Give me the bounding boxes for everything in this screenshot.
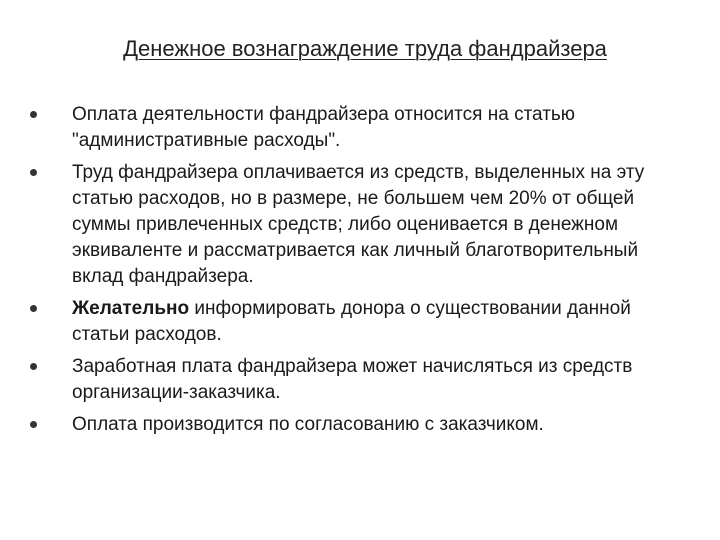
- bullet-dot-icon: [30, 421, 37, 428]
- bullet-text: информировать донора о существовании данной статьи расходов.: [72, 298, 631, 345]
- bullet-item: [30, 160, 690, 290]
- bullet-text: Труд фандрайзера оплачивается из средств, выделенных на эту статью расходов, но в размере, не большем чем 20% от общей суммы привлеченных средств; либо оценивается в денежном эквиваленте и рассматривается как личный благотворительный вклад фандрайзера.: [72, 162, 645, 287]
- bullet-text: Заработная плата фандрайзера может начисляться из средств организации-заказчика.: [72, 356, 633, 403]
- bullet-text: Оплата производится по согласованию с заказчиком.: [72, 414, 544, 435]
- bullet-dot-icon: [30, 169, 37, 176]
- bullet-dot-icon: [30, 111, 37, 118]
- bullet-dot-icon: [30, 305, 37, 312]
- bullet-item: [30, 412, 690, 438]
- slide-title: Денежное вознаграждение труда фандрайзера: [123, 36, 607, 61]
- bullet-item: [30, 102, 690, 154]
- bullet-item: [30, 354, 690, 406]
- bullet-text: Оплата деятельности фандрайзера относится на статью "административные расходы".: [72, 104, 576, 151]
- bullet-item: [30, 296, 690, 348]
- bullet-list: [30, 102, 690, 444]
- bullet-emphasis: Желательно: [72, 298, 190, 319]
- bullet-dot-icon: [30, 363, 37, 370]
